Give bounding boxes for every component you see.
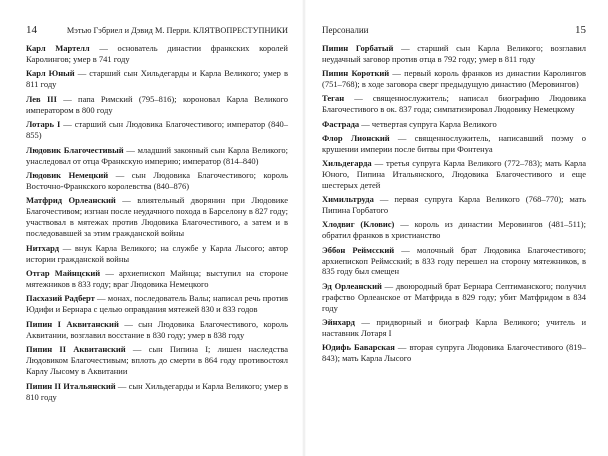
- entry-name: Эйнхард: [322, 316, 355, 327]
- entry-description: — старший сын Хильдегарды и Карла Великого; умер в 811 году: [26, 68, 288, 90]
- entry-name: Лотарь I: [26, 119, 61, 130]
- glossary-entry: [322, 158, 586, 191]
- entry-description: — вторая супруга Людовика Благочестивого (819–843); мать Карла Лысого: [322, 342, 587, 363]
- entry-name: Химильтруда: [322, 194, 374, 205]
- entry-description: — четвертая супруга Карла Великого: [359, 118, 497, 129]
- glossary-entry: [26, 381, 288, 403]
- entry-name: Матфрид Орлеанский: [26, 195, 116, 206]
- entry-name: Отгар Майнцский: [26, 268, 101, 279]
- glossary-entry: [322, 68, 586, 90]
- entry-name: Пипин Горбатый: [322, 43, 394, 53]
- glossary-entry: [322, 281, 586, 314]
- entry-description: — священнослужитель, написавший поэму о крушении империи после битвы при Фонтенуа: [322, 132, 587, 154]
- glossary-entry: [26, 170, 288, 192]
- glossary-entry: [26, 43, 288, 65]
- glossary-entry: [26, 195, 288, 239]
- entry-name: Карл Юный: [26, 68, 75, 79]
- entry-description: — внук Карла Великого; на службе у Карла Лысого; автор истории гражданской войны: [26, 242, 288, 264]
- left-page-number: 14: [26, 24, 37, 36]
- entry-description: — архиепископ Майнца; выступил на стороне мятежников в 833 году; враг Людовика Немецкого: [26, 268, 288, 289]
- right-page-number: 15: [575, 24, 586, 36]
- left-running-head: [26, 24, 288, 36]
- glossary-entry: [26, 145, 288, 167]
- entry-name: Хильдегарда: [322, 158, 372, 169]
- entry-description: — сын Пипина I; лишен наследства Людовиком Благочестивым; вплоть до смерти в 864 году противостоял Карлу Лысому в Аквитании: [26, 344, 288, 377]
- entry-description: — сын Людовика Благочестивого, король Аквитании, возглавил восстание в 830 году; умер в 838 году: [26, 318, 288, 340]
- glossary-entry: [26, 68, 288, 90]
- glossary-entry: [26, 268, 288, 290]
- glossary-entry: [322, 119, 586, 130]
- entry-description: — священнослужитель; написал биографию Людовика Благочестивого в ок. 837 года; симпатизировал Людовику Немецкому: [322, 93, 586, 115]
- entry-name: Теган: [322, 93, 345, 104]
- entry-name: Фастрада: [322, 118, 360, 129]
- entry-name: Людовик Немецкий: [26, 170, 109, 181]
- glossary-entry: [26, 243, 288, 265]
- left-entry-list: [26, 43, 288, 402]
- entry-description: — придворный и биограф Карла Великого; учитель и наставник Лотаря I: [322, 316, 586, 338]
- entry-name: Юдифь Баварская: [322, 342, 395, 353]
- glossary-entry: [26, 293, 288, 315]
- entry-description: — король из династии Меровингов (481–511); обратил франков в христианство: [322, 219, 587, 241]
- glossary-entry: [322, 219, 586, 241]
- entry-name: Эд Орлеанский: [322, 280, 382, 291]
- entry-name: Пипин II Аквитанский: [26, 344, 126, 355]
- entry-description: — старший сын Людовика Благочестивого; император (840–855): [26, 119, 289, 141]
- entry-description: — сын Людовика Благочестивого; король Восточно-Франкского королевства (840–876): [26, 170, 289, 191]
- glossary-entry: [26, 319, 288, 341]
- entry-name: Карл Мартелл: [26, 43, 90, 53]
- entry-name: Эббон Реймсский: [322, 244, 395, 255]
- entry-description: — монах, последователь Валы; написал речь против Юдифи и Бернара с целью оправдания мятежей 830 и 833 годов: [26, 293, 288, 315]
- entry-name: Людовик Благочестивый: [26, 144, 124, 155]
- entry-description: — сын Хильдегарды и Карла Великого; умер в 810 году: [26, 380, 288, 402]
- entry-description: — старший сын Карла Великого; возглавил неудачный заговор против отца в 792 году; умер в 811 году: [322, 43, 586, 64]
- glossary-entry: [322, 245, 586, 278]
- entry-name: Лев III: [26, 93, 57, 104]
- entry-description: — первая супруга Карла Великого (768–770); мать Пипина Горбатого: [322, 194, 586, 216]
- glossary-entry: [322, 93, 586, 115]
- glossary-entry: [322, 194, 586, 216]
- right-entry-list: [322, 43, 586, 364]
- entry-name: Пасхазий Радберт: [26, 293, 95, 304]
- entry-description: — первый король франков из династии Каролингов (751–768); в ходе заговора сверг предыдущую династию (Меровингов): [322, 68, 586, 90]
- entry-description: — основатель династии франкских королей Каролингов; умер в 741 году: [26, 43, 288, 64]
- glossary-entry: [322, 342, 586, 364]
- entry-name: Пипин Короткий: [322, 68, 390, 79]
- left-running-title: Мэтью Гэбриел и Дэвид М. Перри. КЛЯТВОПРЕСТУПНИКИ: [66, 26, 288, 35]
- glossary-entry: [26, 119, 288, 141]
- entry-description: — влиятельный дворянин при Людовике Благочестивом; изгнан после неудачного похода в Барселону в 827 году; участвовал в мятежах против Людовика Благочестивого, а затем и в последовавшей за этим гражданской войны: [26, 195, 288, 239]
- right-page: [304, 0, 608, 456]
- right-running-head: [322, 24, 586, 36]
- entry-description: — третья супруга Карла Великого (772–783); мать Карла Юного, Пипина Итальянского, Людовика Благочестивого и еще шестерых детей: [322, 158, 586, 190]
- entry-description: — папа Римский (795–816); короновал Карла Великого императором в 800 году: [26, 93, 289, 115]
- glossary-entry: [322, 133, 586, 155]
- entry-name: Флор Лионский: [322, 132, 390, 143]
- entry-description: — младший законный сын Карла Великого; унаследовал от отца Франкскую империю; император (814–840): [26, 144, 288, 166]
- entry-description: — молочный брат Людовика Благочестивого; архиепископ Реймсский; в 833 году перешел на сторону мятежников, в 835 году был смещен: [322, 244, 586, 277]
- glossary-entry: [26, 344, 288, 377]
- glossary-entry: [322, 43, 586, 65]
- right-running-title: Персоналии: [322, 25, 369, 35]
- entry-name: Пипин II Итальянский: [26, 380, 116, 391]
- glossary-entry: [322, 317, 586, 339]
- glossary-entry: [26, 94, 288, 116]
- entry-name: Нитхард: [26, 242, 59, 253]
- entry-name: Пипин I Аквитанский: [26, 318, 119, 329]
- entry-name: Хлодвиг (Кловис): [322, 219, 395, 230]
- entry-description: — двоюродный брат Бернара Септиманского; получил графство Орлеанское от Матфрида в 829 году; убит Матфридом в 834 году: [322, 280, 586, 313]
